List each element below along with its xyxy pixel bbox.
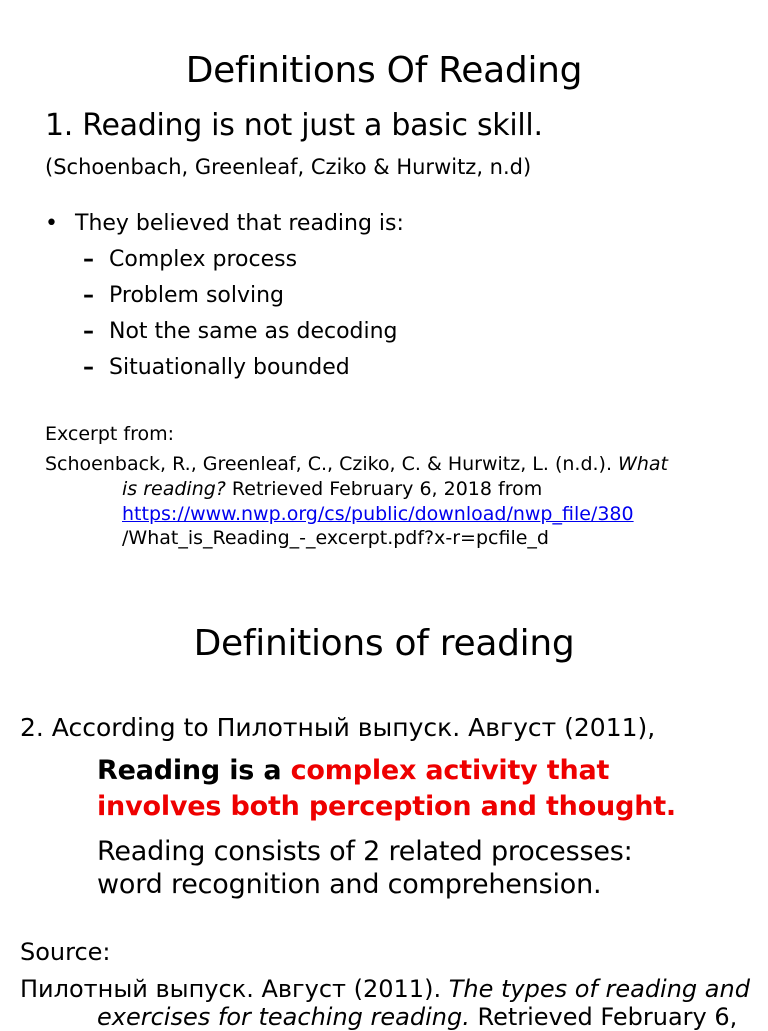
bullet-icon: • xyxy=(45,211,58,236)
reference-authors: Schoenback, R., Greenleaf, C., Cziko, C. & Hurwitz, L. (n.d.). xyxy=(45,453,619,475)
bullet-text: They believed that reading is: xyxy=(75,211,404,236)
source-line-2 xyxy=(97,1003,737,1031)
sub-item-text: Situationally bounded xyxy=(109,355,350,380)
point-1-citation: (Schoenbach, Greenleaf, Cziko & Hurwitz, n.d) xyxy=(45,155,532,179)
sub-item xyxy=(83,247,297,272)
emphasis-line-2: involves both perception and thought. xyxy=(97,791,676,822)
reference-line-2 xyxy=(122,478,542,500)
emphasis-red-text: complex activity that xyxy=(290,755,610,786)
source-retrieved: Retrieved February 6, xyxy=(469,1003,738,1031)
slide-2-title: Definitions of reading xyxy=(193,623,575,664)
excerpt-label: Excerpt from: xyxy=(45,423,175,445)
reference-link[interactable]: https://www.nwp.org/cs/public/download/nwp_file/380 xyxy=(122,503,634,525)
slide-1-title: Definitions Of Reading xyxy=(185,50,583,91)
body-line-2: word recognition and comprehension. xyxy=(97,869,602,900)
sub-item-text: Complex process xyxy=(109,247,298,272)
point-1-heading: 1. Reading is not just a basic skill. xyxy=(45,108,543,143)
source-title-part: The types of reading and xyxy=(448,975,750,1003)
dash-icon: – xyxy=(83,247,94,272)
sub-item xyxy=(83,283,284,308)
source-label: Source: xyxy=(20,938,111,966)
sub-item-text: Not the same as decoding xyxy=(109,319,398,344)
sub-item-text: Problem solving xyxy=(109,283,285,308)
emphasis-line-1 xyxy=(97,755,609,786)
sub-item xyxy=(83,319,398,344)
reference-line-1 xyxy=(45,453,668,475)
point-2-heading: 2. According to Пилотный выпуск. Август (2011), xyxy=(20,713,656,742)
source-line-1 xyxy=(20,975,750,1003)
dash-icon: – xyxy=(83,319,94,344)
reference-title-part: What xyxy=(618,453,668,475)
dash-icon: – xyxy=(83,283,94,308)
source-title-part: exercises for teaching reading. xyxy=(97,1003,470,1031)
sub-item xyxy=(83,355,350,380)
bullet-item xyxy=(45,211,404,236)
reference-link-tail: /What_is_Reading_-_excerpt.pdf?x-r=pcfile_d xyxy=(122,527,549,549)
dash-icon: – xyxy=(83,355,94,380)
source-author: Пилотный выпуск. Август (2011). xyxy=(20,975,449,1003)
reference-title-part: is reading? xyxy=(122,478,226,500)
reference-retrieved: Retrieved February 6, 2018 from xyxy=(225,478,543,500)
body-line-1: Reading consists of 2 related processes: xyxy=(97,836,633,867)
emphasis-black-text: Reading is a xyxy=(97,755,291,786)
